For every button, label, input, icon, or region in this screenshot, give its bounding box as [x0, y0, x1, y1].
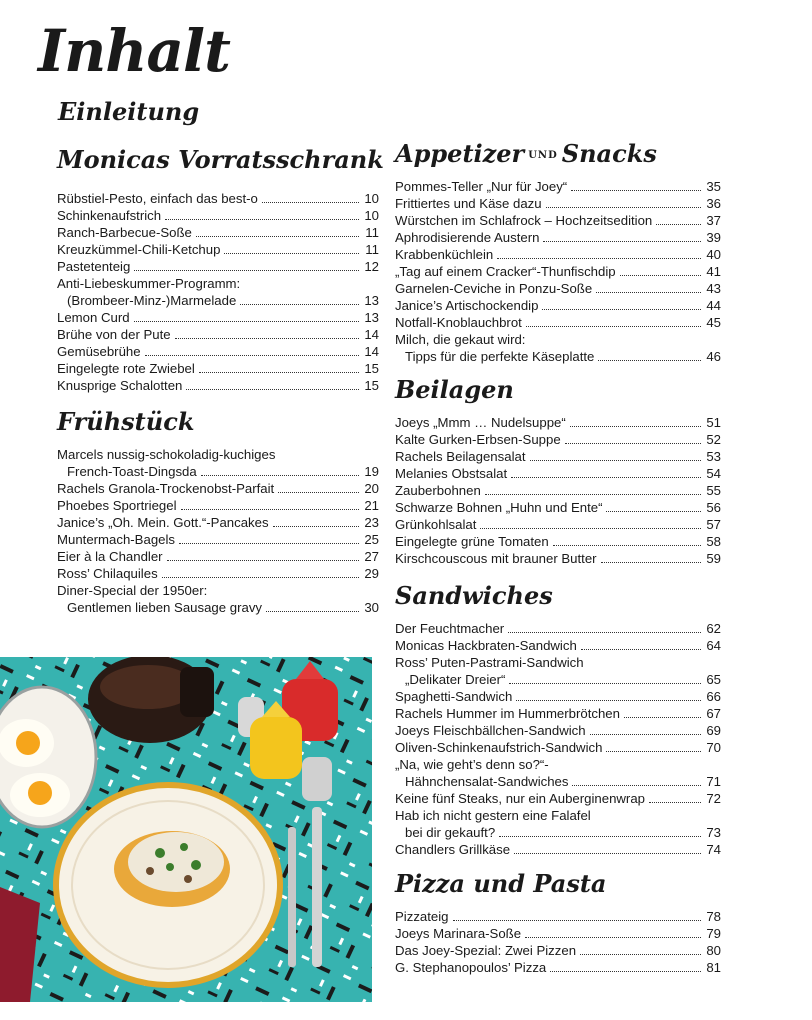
- page-title: Inhalt: [38, 17, 230, 85]
- dot-leader: [606, 511, 701, 512]
- toc-entry-schinkenaufstrich[interactable]: [57, 207, 379, 224]
- toc-entry-title: Ross’ Puten-Pastrami-Sandwich: [395, 655, 584, 670]
- dot-leader: [485, 494, 701, 495]
- toc-entry-title: Hab ich nicht gestern eine Falafel: [395, 808, 591, 823]
- toc-entry-title: Pommes-Teller „Nur für Joey“: [395, 179, 568, 194]
- section-link-einleitung[interactable]: Einleitung: [58, 97, 200, 126]
- toc-entry-monicas-hackbraten-sandwich[interactable]: [395, 637, 721, 654]
- toc-entry-eingelegte-rote-zwiebel[interactable]: [57, 360, 379, 377]
- toc-entry-rachels-beilagensalat[interactable]: [395, 448, 721, 465]
- toc-entry-title: Eier à la Chandler: [57, 549, 163, 564]
- fork: [288, 827, 296, 967]
- toc-entry-tag-auf-einem-cracker-thunfischdip[interactable]: [395, 263, 721, 280]
- toc-entry-eier-la-chandler[interactable]: [57, 548, 379, 565]
- dot-leader: [581, 649, 701, 650]
- toc-entry-title: Pastetenteig: [57, 259, 131, 274]
- page-number: 53: [706, 449, 721, 464]
- page-number: 66: [706, 689, 721, 704]
- dot-leader: [162, 577, 359, 578]
- dot-leader: [165, 219, 359, 220]
- toc-entry-title: Frittiertes und Käse dazu: [395, 196, 542, 211]
- toc-entry-title: Joeys Marinara-Soße: [395, 926, 522, 941]
- page-number: 30: [364, 600, 379, 615]
- toc-entry-joeys-fleischbaellchen-sandwich[interactable]: [395, 722, 721, 739]
- toc-entry-ross-puten-pastrami-sandwich[interactable]: [395, 654, 721, 688]
- page-number: 27: [364, 549, 379, 564]
- toc-entry-title: Janice’s Artischockendip: [395, 298, 539, 313]
- toc-entry-marcels-nussig-schokoladig-kuchiges[interactable]: [57, 446, 379, 480]
- toc-entry-na-wie-geht-s-denn-so[interactable]: [395, 756, 721, 790]
- toc-entry-title: Krabbenküchlein: [395, 247, 494, 262]
- toc-entry-title: Milch, die gekaut wird:: [395, 332, 526, 347]
- dot-leader: [262, 202, 359, 203]
- toc-entry-title: Joeys Fleischbällchen-Sandwich: [395, 723, 586, 738]
- toc-list: [395, 414, 721, 567]
- page-number: 29: [364, 566, 379, 581]
- toc-entry-title: Aphrodisierende Austern: [395, 230, 540, 245]
- toc-entry-title-continued: „Delikater Dreier“: [405, 672, 506, 687]
- page-number: 14: [364, 344, 379, 359]
- toc-entry-muntermach-bagels[interactable]: [57, 531, 379, 548]
- toc-entry-title: Grünkohlsalat: [395, 517, 477, 532]
- page-number: 45: [706, 315, 721, 330]
- page-number: 51: [706, 415, 721, 430]
- dot-leader: [601, 562, 701, 563]
- toc-list: [395, 620, 721, 858]
- toc-entry-title: Janice’s „Oh. Mein. Gott.“-Pancakes: [57, 515, 269, 530]
- toc-entry-lemon-curd[interactable]: [57, 309, 379, 326]
- page-number: 67: [706, 706, 721, 721]
- dot-leader: [480, 528, 701, 529]
- toc-entry-pastetenteig[interactable]: [57, 258, 379, 275]
- page-number: 80: [706, 943, 721, 958]
- dot-leader: [511, 477, 701, 478]
- toc-entry-title: Monicas Hackbraten-Sandwich: [395, 638, 577, 653]
- dot-leader: [179, 543, 359, 544]
- toc-entry-title: Joeys „Mmm … Nudelsuppe“: [395, 415, 566, 430]
- dot-leader: [199, 372, 359, 373]
- toc-entry-title: Rachels Hummer im Hummerbrötchen: [395, 706, 620, 721]
- toc-entry-diner-special-der-1950er[interactable]: [57, 582, 379, 616]
- breakfast-illustration: [0, 657, 372, 1002]
- page-number: 74: [706, 842, 721, 857]
- page-number: 43: [706, 281, 721, 296]
- page-number: 19: [364, 464, 379, 479]
- page-number: 46: [706, 349, 721, 364]
- dot-leader: [598, 360, 701, 361]
- toc-list: [395, 178, 721, 365]
- toc-entry-zauberbohnen[interactable]: [395, 482, 721, 499]
- breakfast-photo: [0, 657, 372, 1002]
- page-number: 59: [706, 551, 721, 566]
- page-number: 57: [706, 517, 721, 532]
- toc-entry-title: Rübstiel-Pesto, einfach das best-o: [57, 191, 258, 206]
- toc-entry-eingelegte-gruene-tomaten[interactable]: [395, 533, 721, 550]
- section-fruehstueck: [57, 407, 379, 616]
- toc-entry-der-feuchtmacher[interactable]: [395, 620, 721, 637]
- toc-entry-ruebstiel-pesto-einfach-das-best-o[interactable]: [57, 190, 379, 207]
- page-number: 20: [364, 481, 379, 496]
- page-number: 71: [706, 774, 721, 789]
- dot-leader: [590, 734, 701, 735]
- page-number: 23: [364, 515, 379, 530]
- heading-word-appetizer: Appetizer: [395, 139, 525, 168]
- toc-list: [395, 908, 721, 976]
- page-number: 11: [365, 225, 379, 240]
- page-number: 13: [364, 310, 379, 325]
- toc-entry-title: „Na, wie geht’s denn so?“-: [395, 757, 549, 772]
- heading-word-und: UND: [528, 149, 558, 161]
- page-number: 11: [365, 242, 379, 257]
- toc-entry-janice-s-artischockendip[interactable]: [395, 297, 721, 314]
- page-number: 56: [706, 500, 721, 515]
- toc-entry-das-joey-spezial-zwei-pizzen[interactable]: [395, 942, 721, 959]
- toc-entry-garnelen-ceviche-in-ponzu-sosse[interactable]: [395, 280, 721, 297]
- toc-entry-frittiertes-und-kaese-dazu[interactable]: [395, 195, 721, 212]
- dot-leader: [606, 751, 701, 752]
- page-number: 15: [364, 378, 379, 393]
- page-number: 78: [706, 909, 721, 924]
- toc-entry-kreuzkuemmel-chili-ketchup[interactable]: [57, 241, 379, 258]
- dot-leader: [201, 475, 359, 476]
- pepper-shaker: [302, 757, 332, 801]
- toc-entry-kalte-gurken-erbsen-suppe[interactable]: [395, 431, 721, 448]
- toc-entry-notfall-knoblauchbrot[interactable]: [395, 314, 721, 331]
- dot-leader: [186, 389, 359, 390]
- dot-leader: [571, 190, 701, 191]
- egg-plate: [0, 687, 96, 827]
- dot-leader: [181, 509, 360, 510]
- dot-leader: [546, 207, 701, 208]
- section-sandwiches: [395, 581, 721, 858]
- knife: [312, 807, 322, 967]
- toc-entry-title: Gemüsebrühe: [57, 344, 141, 359]
- toc-entry-title: Ross’ Chilaquiles: [57, 566, 158, 581]
- dot-leader: [134, 270, 359, 271]
- page-number: 62: [706, 621, 721, 636]
- toc-entry-title-continued: bei dir gekauft?: [405, 825, 496, 840]
- toc-entry-title: Schwarze Bohnen „Huhn und Ente“: [395, 500, 603, 515]
- toc-entry-ranch-barbecue-sosse[interactable]: [57, 224, 379, 241]
- dot-leader: [550, 971, 701, 972]
- dot-leader: [273, 526, 359, 527]
- dot-leader: [553, 545, 701, 546]
- page-number: 15: [364, 361, 379, 376]
- page-number: 58: [706, 534, 721, 549]
- toc-entry-title: Knusprige Schalotten: [57, 378, 183, 393]
- toc-entry-title: Brühe von der Pute: [57, 327, 171, 342]
- dot-leader: [530, 460, 702, 461]
- toc-entry-title-continued: (Brombeer-Minz-)Marmelade: [67, 293, 237, 308]
- toc-entry-title: Eingelegte rote Zwiebel: [57, 361, 195, 376]
- heading-word-snacks: Snacks: [561, 139, 657, 168]
- toc-entry-title: Pizzateig: [395, 909, 449, 924]
- toc-entry-title: Anti-Liebeskummer-Programm:: [57, 276, 241, 291]
- toc-entry-title-continued: Tipps für die perfekte Käseplatte: [405, 349, 595, 364]
- page-number: 25: [364, 532, 379, 547]
- toc-entry-anti-liebeskummer-programm[interactable]: [57, 275, 379, 309]
- toc-entry-title: Garnelen-Ceviche in Ponzu-Soße: [395, 281, 593, 296]
- page-number: 79: [706, 926, 721, 941]
- toc-entry-title: Eingelegte grüne Tomaten: [395, 534, 549, 549]
- toc-entry-title: Kalte Gurken-Erbsen-Suppe: [395, 432, 561, 447]
- page-number: 54: [706, 466, 721, 481]
- dot-leader: [196, 236, 359, 237]
- dot-leader: [572, 785, 701, 786]
- page-number: 40: [706, 247, 721, 262]
- toc-entry-title: Würstchen im Schlafrock – Hochzeitsedition: [395, 213, 653, 228]
- page-number: 14: [364, 327, 379, 342]
- toc-entry-title-continued: French-Toast-Dingsda: [67, 464, 197, 479]
- toc-entry-janice-s-oh-mein-gott-pancakes[interactable]: [57, 514, 379, 531]
- dot-leader: [453, 920, 701, 921]
- dot-leader: [570, 426, 701, 427]
- toc-list: [57, 190, 379, 394]
- toc-entry-aphrodisierende-austern[interactable]: [395, 229, 721, 246]
- toc-entry-rachels-granola-trockenobst-parfait[interactable]: [57, 480, 379, 497]
- page-number: 36: [706, 196, 721, 211]
- toc-entry-title: Ranch-Barbecue-Soße: [57, 225, 192, 240]
- dot-leader: [525, 937, 701, 938]
- toc-entry-title: „Tag auf einem Cracker“-Thunfischdip: [395, 264, 616, 279]
- section-heading-pizza: Pizza und Pasta: [395, 869, 607, 898]
- toc-entry-title: Oliven-Schinkenaufstrich-Sandwich: [395, 740, 603, 755]
- toc-entry-pommes-teller-nur-fuer-joey[interactable]: [395, 178, 721, 195]
- dot-leader: [514, 853, 701, 854]
- dot-leader: [145, 355, 359, 356]
- dot-leader: [224, 253, 359, 254]
- toc-entry-pizzateig[interactable]: [395, 908, 721, 925]
- dot-leader: [596, 292, 701, 293]
- dot-leader: [649, 802, 701, 803]
- toc-entry-gruenkohlsalat[interactable]: [395, 516, 721, 533]
- toc-entry-title: Marcels nussig-schokoladig-kuchiges: [57, 447, 276, 462]
- page-number: 21: [364, 498, 379, 513]
- toc-entry-title: Chandlers Grillkäse: [395, 842, 511, 857]
- toc-entry-title: Melanies Obstsalat: [395, 466, 508, 481]
- toc-entry-title: Diner-Special der 1950er:: [57, 583, 208, 598]
- toc-entry-knusprige-schalotten[interactable]: [57, 377, 379, 394]
- page-number: 64: [706, 638, 721, 653]
- toc-entry-title-continued: Gentlemen lieben Sausage gravy: [67, 600, 263, 615]
- section-pizza: [395, 869, 721, 976]
- toc-entry-oliven-schinkenaufstrich-sandwich[interactable]: [395, 739, 721, 756]
- toc-entry-rachels-hummer-im-hummerbroetchen[interactable]: [395, 705, 721, 722]
- page-number: 35: [706, 179, 721, 194]
- toc-entry-title: Spaghetti-Sandwich: [395, 689, 513, 704]
- dot-leader: [580, 954, 701, 955]
- dot-leader: [656, 224, 701, 225]
- dot-leader: [240, 304, 359, 305]
- page-number: 69: [706, 723, 721, 738]
- toc-entry-title: Lemon Curd: [57, 310, 130, 325]
- toc-entry-joeys-mmm-nudelsuppe[interactable]: [395, 414, 721, 431]
- page-number: 44: [706, 298, 721, 313]
- toc-entry-melanies-obstsalat[interactable]: [395, 465, 721, 482]
- dot-leader: [620, 275, 701, 276]
- page-number: 72: [706, 791, 721, 806]
- toc-entry-title: Schinkenaufstrich: [57, 208, 162, 223]
- toc-entry-title: Rachels Granola-Trockenobst-Parfait: [57, 481, 275, 496]
- dot-leader: [565, 443, 701, 444]
- dot-leader: [497, 258, 701, 259]
- page-number: 65: [706, 672, 721, 687]
- section-heading-fruehstueck: Frühstück: [57, 407, 195, 436]
- toc-entry-title: G. Stephanopoulos’ Pizza: [395, 960, 547, 975]
- toc-entry-ross-chilaquiles[interactable]: [57, 565, 379, 582]
- dot-leader: [278, 492, 359, 493]
- dot-leader: [266, 611, 359, 612]
- toc-entry-title: Kirschcouscous mit brauner Butter: [395, 551, 597, 566]
- toc-entry-gemuesebruehe[interactable]: [57, 343, 379, 360]
- section-heading-appetizer: [395, 139, 721, 178]
- toc-entry-bruehe-von-der-pute[interactable]: [57, 326, 379, 343]
- page-number: 37: [706, 213, 721, 228]
- page-number: 55: [706, 483, 721, 498]
- toc-entry-title: Muntermach-Bagels: [57, 532, 176, 547]
- toc-entry-title: Rachels Beilagensalat: [395, 449, 526, 464]
- page-number: 81: [706, 960, 721, 975]
- toc-entry-milch-die-gekaut-wird[interactable]: [395, 331, 721, 365]
- page-number: 52: [706, 432, 721, 447]
- section-beilagen: [395, 375, 721, 567]
- page-number: 13: [364, 293, 379, 308]
- toc-entry-title-continued: Hähnchensalat-Sandwiches: [405, 774, 569, 789]
- toc-entry-schwarze-bohnen-huhn-und-ente[interactable]: [395, 499, 721, 516]
- toc-entry-chandlers-grillkaese[interactable]: [395, 841, 721, 858]
- page-number: 39: [706, 230, 721, 245]
- toc-entry-title: Zauberbohnen: [395, 483, 481, 498]
- page-number: 73: [706, 825, 721, 840]
- dot-leader: [509, 683, 701, 684]
- dot-leader: [508, 632, 701, 633]
- toc-entry-title: Keine fünf Steaks, nur ein Auberginenwrap: [395, 791, 645, 806]
- section-appetizer: [395, 139, 721, 365]
- toc-entry-title: Der Feuchtmacher: [395, 621, 505, 636]
- toc-entry-title: Notfall-Knoblauchbrot: [395, 315, 522, 330]
- toc-entry-title: Phoebes Sportriegel: [57, 498, 177, 513]
- toc-entry-g-stephanopoulos-pizza[interactable]: [395, 959, 721, 976]
- dot-leader: [542, 309, 701, 310]
- toc-entry-joeys-marinara-sosse[interactable]: [395, 925, 721, 942]
- toc-entry-kirschcouscous-mit-brauner-butter[interactable]: [395, 550, 721, 567]
- dot-leader: [175, 338, 359, 339]
- section-heading-vorrat: Monicas Vorratsschrank: [57, 145, 384, 174]
- dot-leader: [526, 326, 701, 327]
- section-heading-beilagen: Beilagen: [395, 375, 514, 404]
- toc-entry-wuerstchen-im-schlafrock-hochzeitseditio[interactable]: [395, 212, 721, 229]
- dot-leader: [134, 321, 359, 322]
- toc-entry-krabbenkuechlein[interactable]: [395, 246, 721, 263]
- toc-list: [57, 446, 379, 616]
- dot-leader: [516, 700, 701, 701]
- toc-entry-title: Kreuzkümmel-Chili-Ketchup: [57, 242, 221, 257]
- page-number: 70: [706, 740, 721, 755]
- dot-leader: [499, 836, 701, 837]
- toc-entry-keine-fuenf-steaks-nur-ein-auberginenwra[interactable]: [395, 790, 721, 807]
- dinner-plate: [56, 785, 280, 985]
- section-heading-sandwiches: Sandwiches: [395, 581, 553, 610]
- dot-leader: [543, 241, 701, 242]
- dot-leader: [167, 560, 359, 561]
- toc-entry-spaghetti-sandwich[interactable]: [395, 688, 721, 705]
- page-number: 41: [706, 264, 721, 279]
- page-number: 10: [364, 208, 379, 223]
- toc-entry-hab-ich-nicht-gestern-eine-falafel[interactable]: [395, 807, 721, 841]
- page-number: 12: [364, 259, 379, 274]
- dot-leader: [624, 717, 701, 718]
- toc-entry-title: Das Joey-Spezial: Zwei Pizzen: [395, 943, 577, 958]
- toc-entry-phoebes-sportriegel[interactable]: [57, 497, 379, 514]
- section-vorrat: [57, 145, 384, 394]
- page-number: 10: [364, 191, 379, 206]
